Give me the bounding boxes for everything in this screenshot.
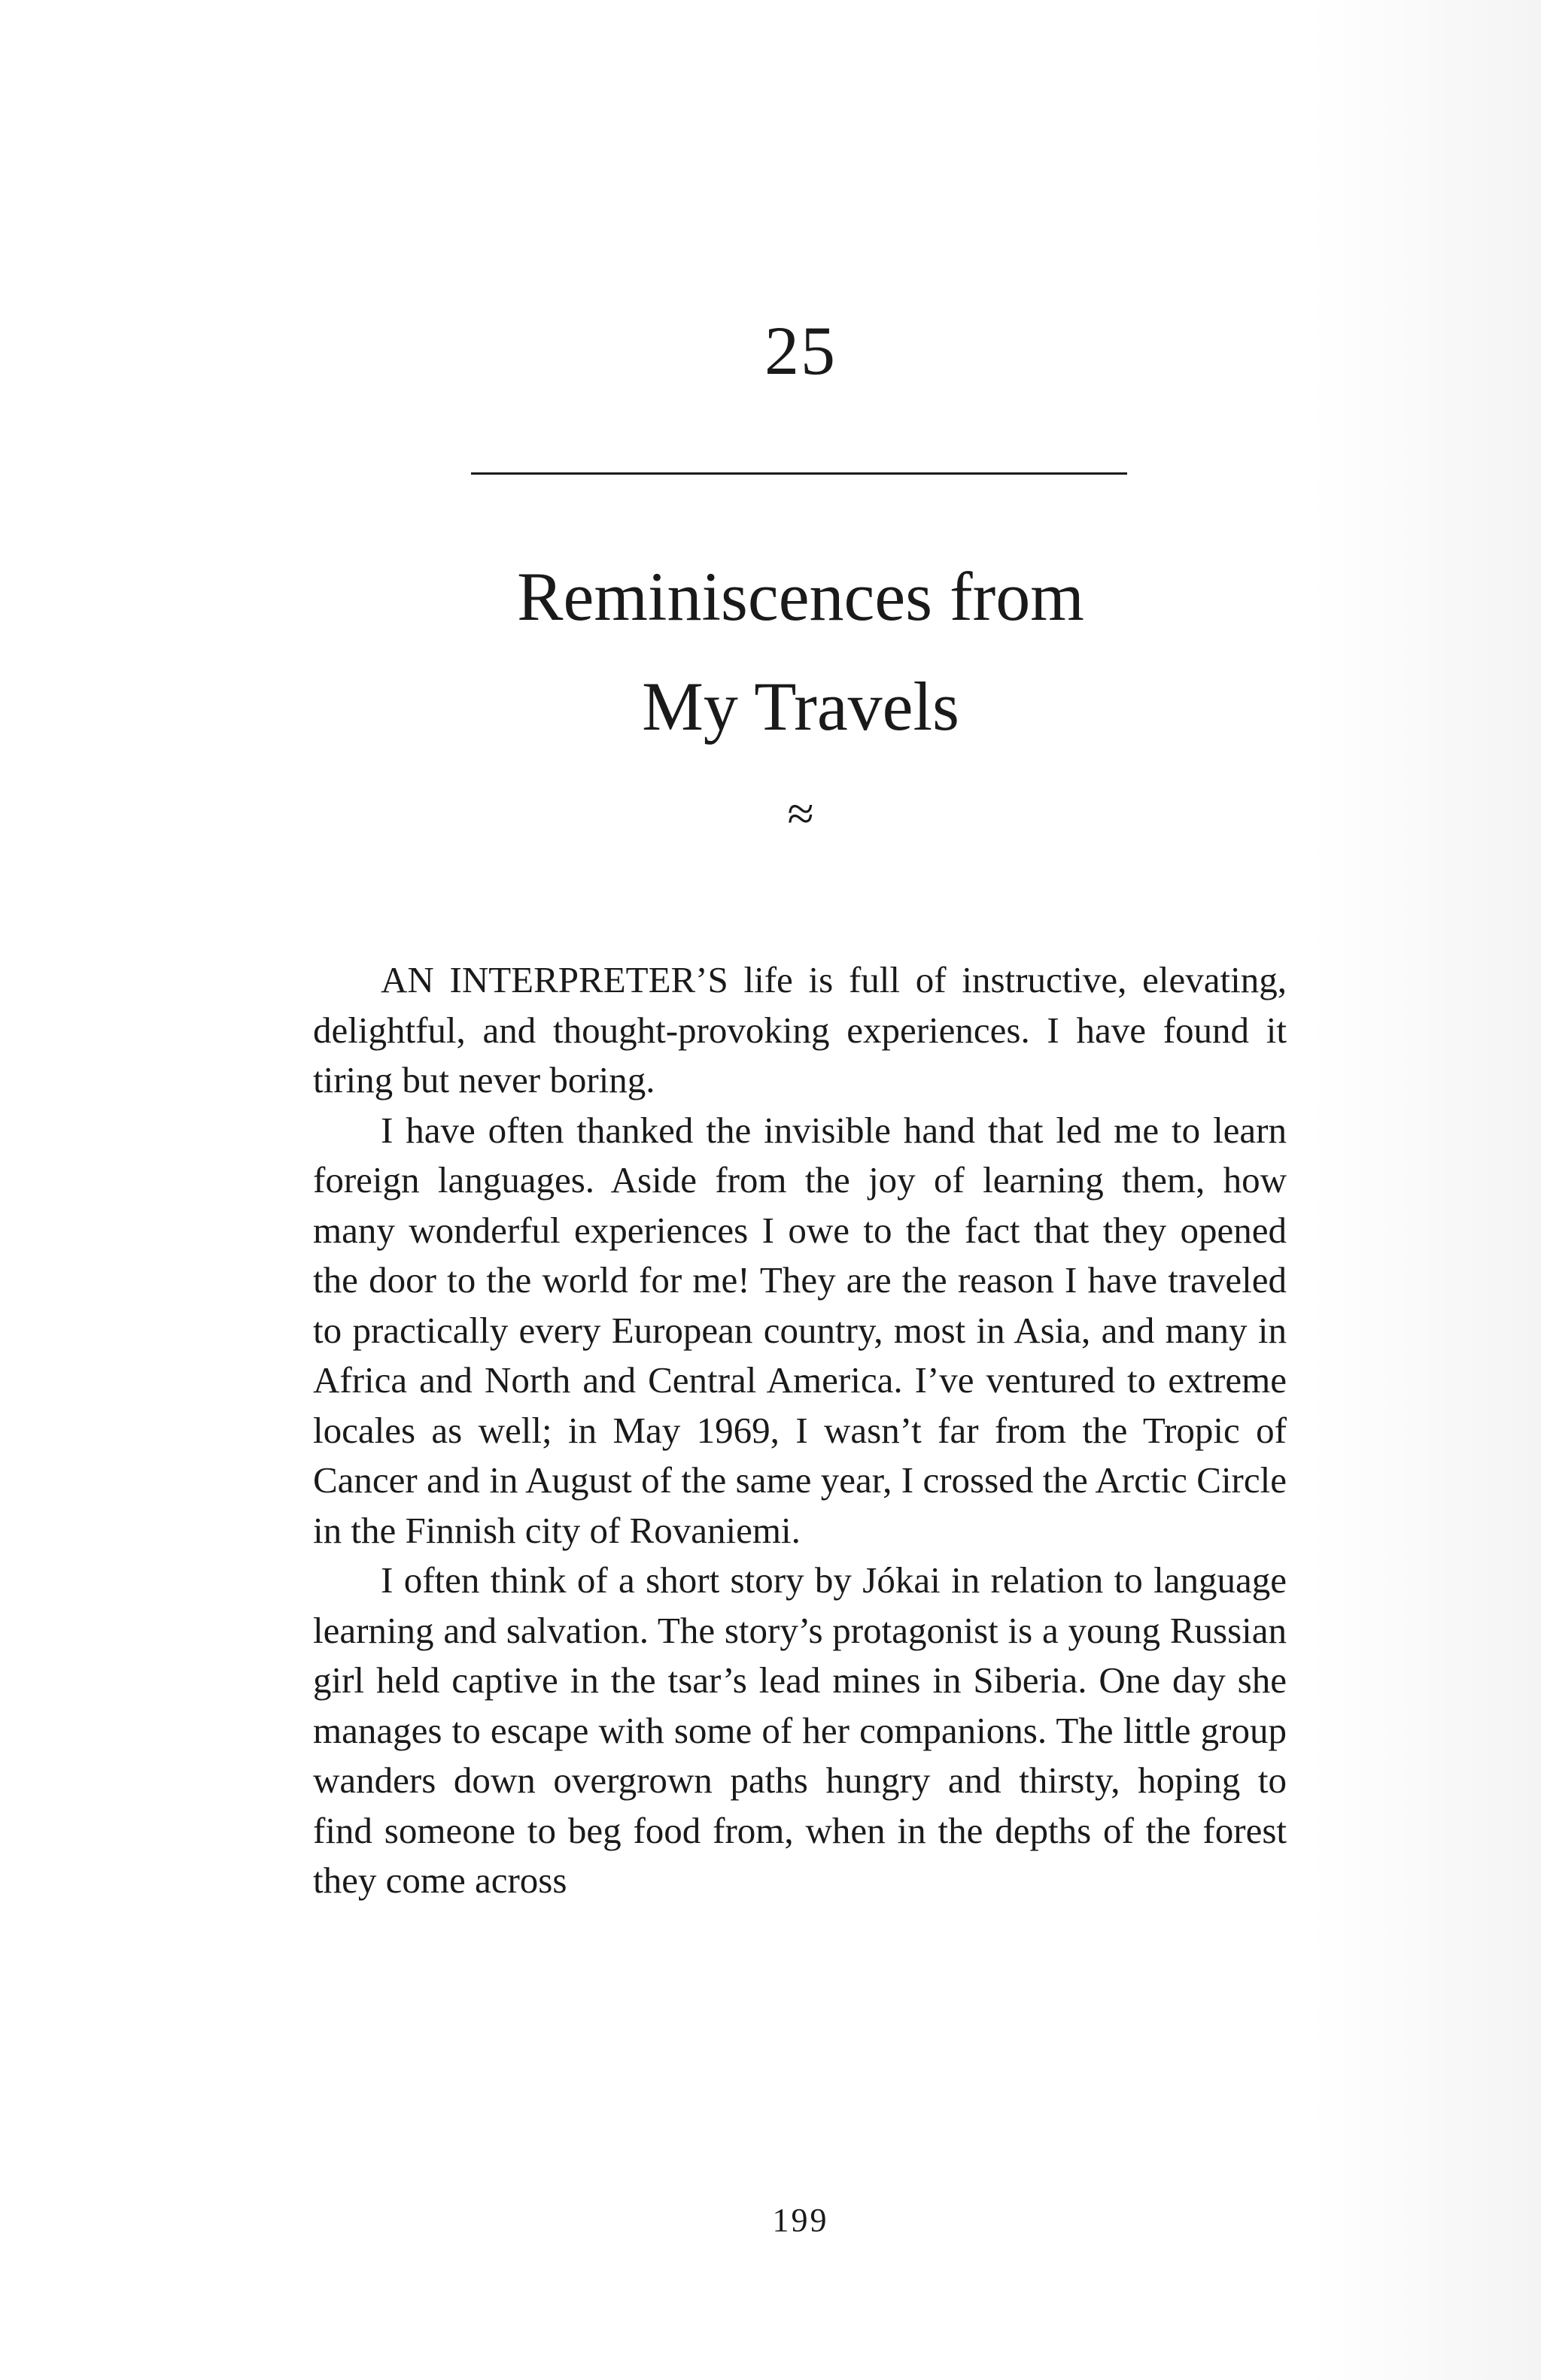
page-number: 199 <box>772 2202 829 2239</box>
body-text <box>313 955 1287 1906</box>
chapter-title <box>0 542 1541 761</box>
title-divider-rule <box>471 472 1127 475</box>
paragraph-1: AN INTERPRETER’S life is full of instructive, elevating, delightful, and thought-provoking experiences. I have found it tiring but never boring. <box>313 959 1287 1100</box>
chapter-title-line-2: My Travels <box>642 668 959 745</box>
paragraph-3: I often think of a short story by Jókai in relation to language learning and salvation. The story’s protagonist is a young Russian girl held captive in the tsar’s lead mines in Siberia. One day she manages to escape with some of her companions. The little group wanders down overgrown paths hungry and thirsty, hoping to find someone to beg food from, when in the depths of the forest they come across <box>313 1559 1287 1901</box>
section-ornament-icon: ≈ <box>787 787 814 840</box>
chapter-number: 25 <box>764 312 837 389</box>
chapter-title-line-1: Reminiscences from <box>517 558 1084 635</box>
paragraph-2: I have often thanked the invisible hand that led me to learn foreign languages. Aside from the joy of learning them, how many wonderful experiences I owe to the fact that they opened the door to the world for me! They are the reason I have traveled to practically every European country, most in Asia, and many in Africa and North and Central America. I’ve ventured to extreme locales as well; in May 1969, I wasn’t far from the Tropic of Cancer and in August of the same year, I crossed the Arctic Circle in the Finnish city of Rovaniemi. <box>313 1109 1287 1551</box>
